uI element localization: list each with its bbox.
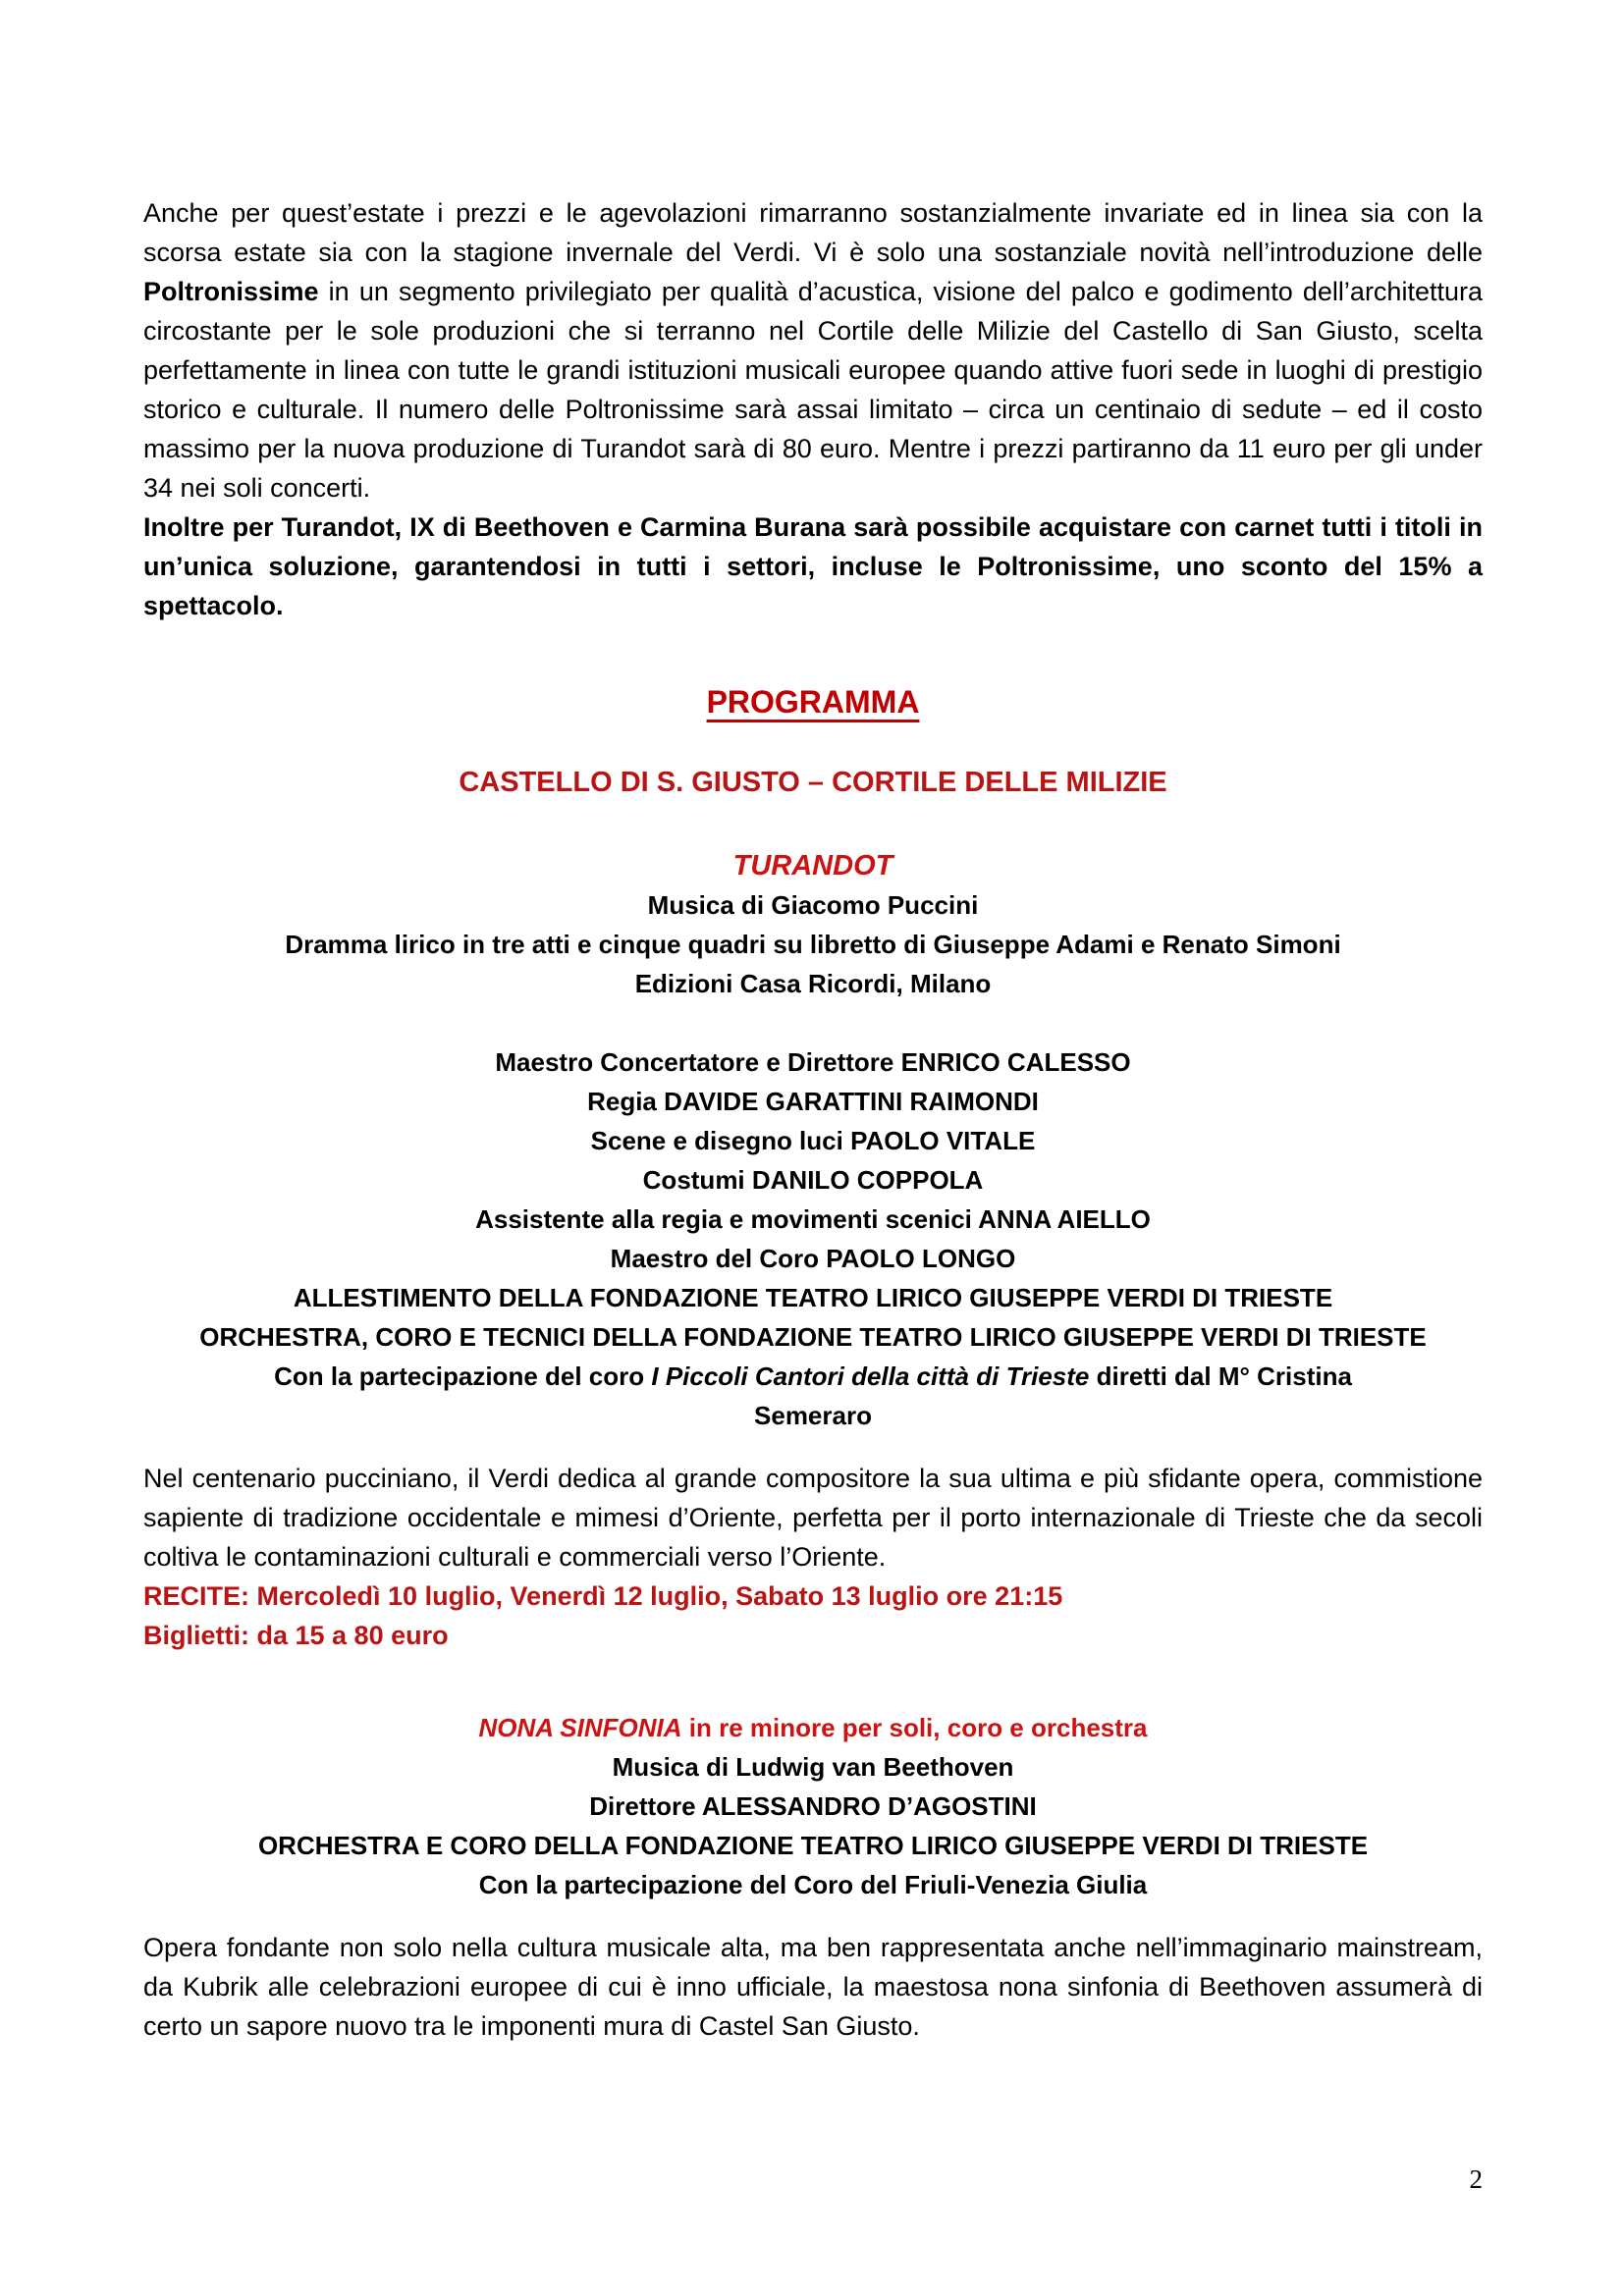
- turandot-music-credit: Musica di Giacomo Puccini: [647, 890, 979, 920]
- carnet-paragraph: Inoltre per Turandot, IX di Beethoven e Carmina Burana sarà possibile acquistare con carnet tutti i titoli in un’unica soluzione, garantendosi in tutti i settori, incluse le Poltronissime, uno sconto del 15% a spettacolo.: [143, 512, 1483, 620]
- nona-director: Direttore ALESSANDRO D’AGOSTINI: [589, 1791, 1037, 1821]
- children-choir-conductor: Semeraro: [754, 1401, 872, 1430]
- credit-assistant-director: Assistente alla regia e movimenti scenici ANNA AIELLO: [475, 1204, 1151, 1234]
- turandot-description: Dramma lirico in tre atti e cinque quadri su libretto di Giuseppe Adami e Renato Simoni: [285, 930, 1341, 959]
- children-choir-name: I Piccoli Cantori della città di Trieste: [651, 1362, 1090, 1391]
- nona-orchestra: ORCHESTRA E CORO DELLA FONDAZIONE TEATRO LIRICO GIUSEPPE VERDI DI TRIESTE: [257, 1831, 1369, 1860]
- turandot-title: TURANDOT: [732, 850, 893, 881]
- credit-chorus-master: Maestro del Coro PAOLO LONGO: [610, 1244, 1016, 1273]
- credit-orchestra-chorus: ORCHESTRA, CORO E TECNICI DELLA FONDAZIONE TEATRO LIRICO GIUSEPPE VERDI DI TRIESTE: [199, 1322, 1427, 1352]
- nona-about-paragraph: Opera fondante non solo nella cultura musicale alta, ma ben rappresentata anche nell’immaginario mainstream, da Kubrik alle celebrazioni europee di cui è inno ufficiale, la maestosa nona sinfonia di Beethoven assumerà di certo un sapore nuovo tra le imponenti mura di Castel San Giusto.: [143, 1933, 1483, 2041]
- credit-director: Regia DAVIDE GARATTINI RAIMONDI: [587, 1087, 1039, 1116]
- turandot-credits: [143, 1042, 1483, 1435]
- nona-sinfonia-title: [143, 1708, 1483, 1747]
- children-choir-post: diretti dal M° Cristina: [1089, 1362, 1352, 1391]
- nona-title-rest: in re minore per soli, coro e orchestra: [681, 1713, 1148, 1742]
- turandot-performances: RECITE: Mercoledì 10 luglio, Venerdì 12 luglio, Sabato 13 luglio ore 21:15: [143, 1581, 1063, 1611]
- children-choir-pre: Con la partecipazione del coro: [274, 1362, 652, 1391]
- credit-scenes-lights: Scene e disegno luci PAOLO VITALE: [590, 1126, 1036, 1155]
- intro-text-post: in un segmento privilegiato per qualità d’acustica, visione del palco e godimento dell’architettura circostante per le sole produzioni che si terranno nel Cortile delle Milizie del Castello di San Giusto, scelta perfettamente in linea con tutte le grandi istituzioni musicali europee quando attive fuori sede in luoghi di prestigio storico e culturale. Il numero delle Poltronissime sarà assai limitato – circa un centinaio di sedute – ed il costo massimo per la nuova produzione di Turandot sarà di 80 euro. Mentre i prezzi partiranno da 11 euro per gli under 34 nei soli concerti.: [143, 277, 1483, 503]
- nona-music-credit: Musica di Ludwig van Beethoven: [612, 1752, 1014, 1782]
- turandot-tickets: Biglietti: da 15 a 80 euro: [143, 1621, 449, 1650]
- programma-heading-text: PROGRAMMA: [706, 684, 920, 720]
- turandot-about-paragraph: Nel centenario pucciniano, il Verdi dedica al grande compositore la sua ultima e più sfidante opera, commistione sapiente di tradizione occidentale e mimesi d’Oriente, perfetta per il porto internazionale di Trieste che da secoli coltiva le contaminazioni culturali e commerciali verso l’Oriente.: [143, 1464, 1483, 1572]
- credit-costumes: Costumi DANILO COPPOLA: [642, 1165, 984, 1195]
- nona-title-name: NONA SINFONIA: [478, 1713, 682, 1742]
- credit-children-choir: [143, 1357, 1483, 1435]
- venue-heading: CASTELLO DI S. GIUSTO – CORTILE DELLE MILIZIE: [459, 767, 1167, 798]
- intro-text-pre: Anche per quest’estate i prezzi e le agevolazioni rimarranno sostanzialmente invariate ed in linea sia con la scorsa estate sia con la stagione invernale del Verdi. Vi è solo una sostanziale novità nell’introduzione delle: [143, 198, 1483, 267]
- credit-conductor: Maestro Concertatore e Direttore ENRICO CALESSO: [495, 1047, 1131, 1077]
- document-content: [143, 193, 1483, 2046]
- programma-heading: [143, 680, 1483, 723]
- credit-staging: ALLESTIMENTO DELLA FONDAZIONE TEATRO LIRICO GIUSEPPE VERDI DI TRIESTE: [293, 1283, 1333, 1312]
- intro-paragraph: [143, 193, 1483, 507]
- poltronissime-emphasis: Poltronissime: [143, 277, 319, 306]
- nona-participation: Con la partecipazione del Coro del Friuli-Venezia Giulia: [478, 1870, 1148, 1899]
- turandot-edition: Edizioni Casa Ricordi, Milano: [634, 969, 992, 998]
- page-number: 2: [1469, 2164, 1483, 2194]
